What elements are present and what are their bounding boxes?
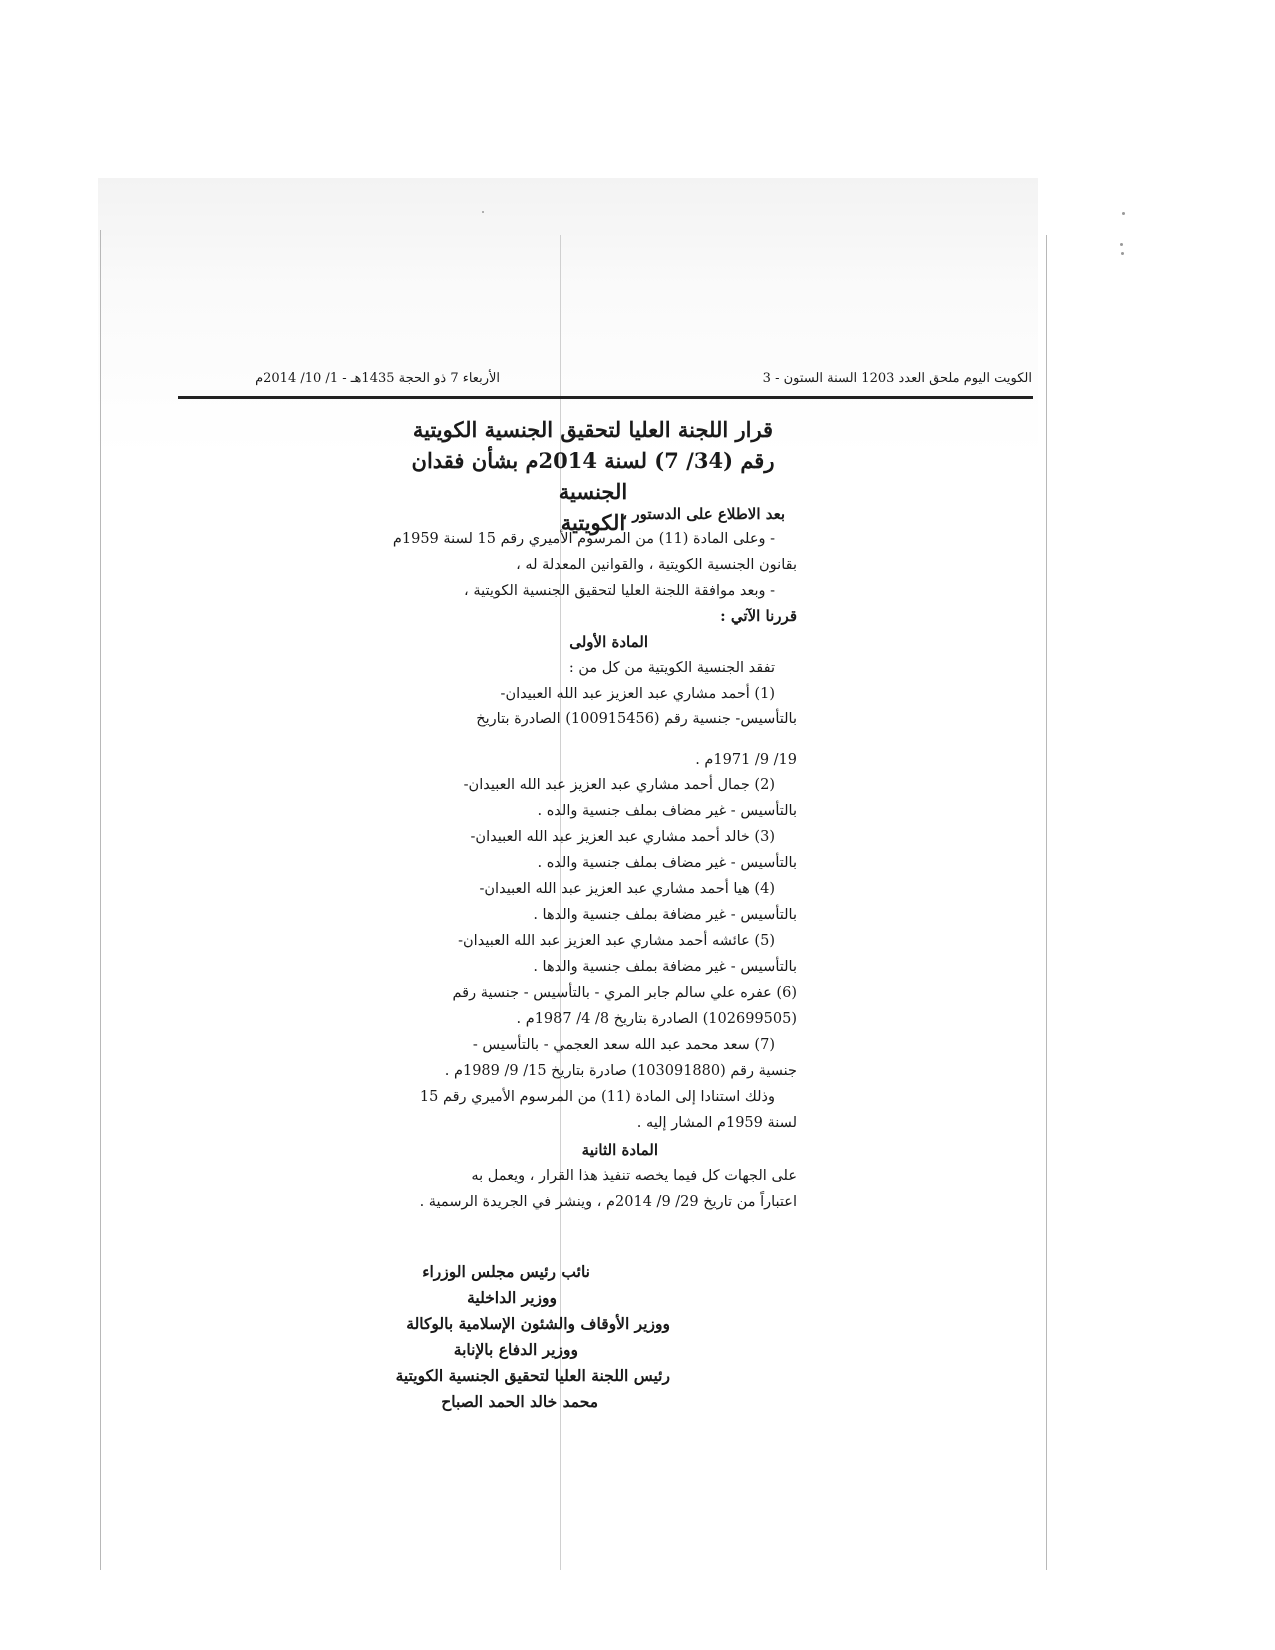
signature-line: ووزير الأوقاف والشئون الإسلامية بالوكالة	[406, 1314, 670, 1333]
signature-line: رئيس اللجنة العليا لتحقيق الجنسية الكويتية	[395, 1366, 670, 1385]
preamble-line: - وبعد موافقة اللجنة العليا لتحقيق الجنسية الكويتية ،	[464, 583, 775, 599]
scan-speck	[1121, 252, 1124, 255]
running-header-date: الأربعاء 7 ذو الحجة 1435هـ - 1/ 10/ 2014م	[255, 371, 500, 386]
article-1-line: لسنة 1959م المشار إليه .	[636, 1115, 797, 1131]
article-1-line: بالتأسيس - غير مضاف بملف جنسية والده .	[537, 803, 797, 819]
preamble-intro: بعد الاطلاع على الدستور ،	[622, 505, 785, 523]
article-1-line: (102699505) الصادرة بتاريخ 8/ 4/ 1987م .	[516, 1011, 797, 1027]
title-line: الكويتية	[560, 510, 626, 535]
signature-line: نائب رئيس مجلس الوزراء	[422, 1262, 590, 1281]
scan-speck	[1122, 212, 1125, 215]
article-1-line: (1) أحمد مشاري عبد العزيز عبد الله العبيدان-	[500, 686, 775, 702]
article-1-line: بالتأسيس - غير مضافة بملف جنسية والدها .	[533, 907, 797, 923]
article-1-line: 19/ 9/ 1971م .	[695, 752, 797, 768]
article-1-line: بالتأسيس - غير مضافة بملف جنسية والدها .	[533, 959, 797, 975]
article-1-line: (2) جمال أحمد مشاري عبد العزيز عبد الله العبيدان-	[463, 777, 775, 793]
scan-speck	[482, 211, 484, 213]
running-header-publication: الكويت اليوم ملحق العدد 1203 السنة الستون - 3	[762, 371, 1032, 386]
scan-edge-right	[1046, 235, 1047, 1570]
title-line: قرار اللجنة العليا لتحقيق الجنسية الكويتية	[412, 417, 774, 442]
decided-label: قررنا الآتي :	[720, 607, 797, 625]
signatory-name: محمد خالد الحمد الصباح	[441, 1392, 598, 1411]
scan-speck	[1120, 243, 1123, 246]
title-line: رقم (34/ 7) لسنة 2014م بشأن فقدان الجنسية	[411, 448, 775, 504]
article-1-line: وذلك استنادا إلى المادة (11) من المرسوم الأميري رقم 15	[419, 1089, 775, 1105]
scan-edge-left	[100, 230, 101, 1570]
article-1-line: (5) عائشه أحمد مشاري عبد العزيز عبد الله العبيدان-	[458, 933, 775, 949]
preamble-line: بقانون الجنسية الكويتية ، والقوانين المعدلة له ،	[516, 557, 797, 573]
article-2-line: على الجهات كل فيما يخصه تنفيذ هذا القرار ، ويعمل به	[471, 1168, 797, 1184]
article-1-line: (3) خالد أحمد مشاري عبد العزيز عبد الله العبيدان-	[470, 829, 775, 845]
signature-line: ووزير الداخلية	[467, 1288, 557, 1307]
article-2-line: اعتباراً من تاريخ 29/ 9/ 2014م ، وينشر في الجريدة الرسمية .	[419, 1194, 797, 1210]
article-2-heading: المادة الثانية	[581, 1141, 658, 1159]
article-1-intro: تفقد الجنسية الكويتية من كل من :	[568, 660, 775, 676]
article-1-line: بالتأسيس - غير مضاف بملف جنسية والده .	[537, 855, 797, 871]
preamble-line: - وعلى المادة (11) من المرسوم الأميري رقم 15 لسنة 1959م	[392, 531, 775, 547]
article-1-heading: المادة الأولى	[569, 633, 648, 651]
article-1-line: (7) سعد محمد عبد الله سعد العجمي - بالتأسيس -	[472, 1037, 775, 1053]
article-1-line: (4) هيا أحمد مشاري عبد العزيز عبد الله العبيدان-	[479, 881, 775, 897]
article-1-line: جنسية رقم (103091880) صادرة بتاريخ 15/ 9/ 1989م .	[444, 1063, 797, 1079]
scan-background	[98, 178, 1038, 1568]
signature-line: ووزير الدفاع بالإنابة	[453, 1340, 578, 1359]
article-1-line: بالتأسيس- جنسية رقم (100915456) الصادرة بتاريخ	[476, 711, 797, 727]
header-rule	[178, 396, 1033, 399]
article-1-line: (6) عفره علي سالم جابر المري - بالتأسيس - جنسية رقم	[452, 985, 797, 1001]
